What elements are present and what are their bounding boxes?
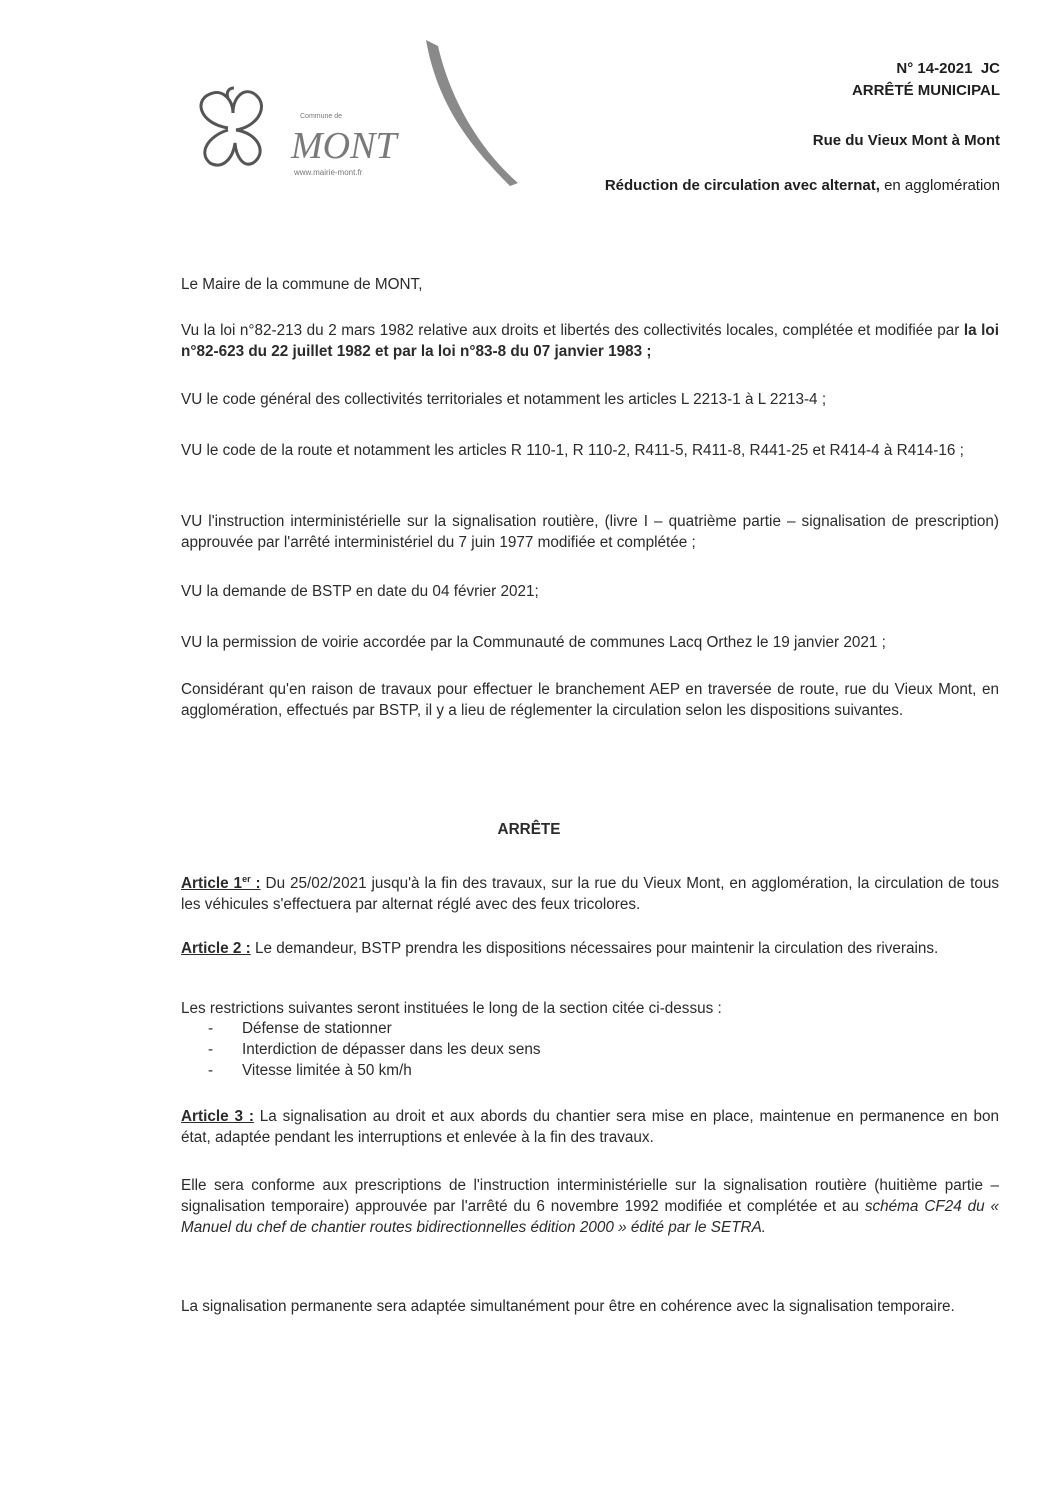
article-3 [181, 1106, 999, 1148]
article-1-text: Du 25/02/2021 jusqu'à la fin des travaux, sur la rue du Vieux Mont, en agglomération, la circulation de tous les véhicules s'effectuera par alternat réglé avec des feux tricolores. [181, 875, 999, 914]
permanent-signage: La signalisation permanente sera adaptée simultanément pour être en cohérence avec la signalisation temporaire. [181, 1298, 955, 1315]
article-1 [181, 869, 999, 915]
article-2-text: Le demandeur, BSTP prendra les dispositions nécessaires pour maintenir la circulation des riverains. [250, 940, 939, 957]
logo-swoosh [426, 40, 518, 186]
subject-line [605, 177, 1000, 194]
logo-name: MONT [291, 125, 397, 167]
document-type: ARRÊTÉ MUNICIPAL [851, 82, 1000, 99]
article-2 [181, 938, 999, 959]
conformity-italic: schéma CF24 du « Manuel du chef de chantier routes bidirectionnelles édition 2000 » édité par le SETRA. [181, 1198, 999, 1236]
article-3-label: Article 3 : [181, 1108, 254, 1125]
logo-small-text: Commune de [300, 113, 343, 120]
vu-law-text: Vu la loi n°82-213 du 2 mars 1982 relative aux droits et libertés des collectivités locales, complétée et modifiée par [181, 322, 964, 339]
considerant: Considérant qu'en raison de travaux pour effectuer le branchement AEP en traversée de route, rue du Vieux Mont, en agglomération, effectués par BSTP, il y a lieu de réglementer la circulation selon les dispositions suivantes. [181, 681, 999, 719]
vu-cgct: VU le code général des collectivités territoriales et notamment les articles L 2213-1 à L 2213-4 ; [181, 391, 827, 408]
reference-initials: JC [980, 60, 1000, 77]
conformity-text: Elle sera conforme aux prescriptions de l'instruction interministérielle sur la signalisation routière (huitième partie – signalisation temporaire) approuvée par l'arrêté du 6 novembre 1992 modifiée et complétée et au [181, 1177, 999, 1215]
reference-line [896, 60, 1000, 77]
subject-rest: en agglomération [879, 177, 1000, 194]
list-item: - Interdiction de dépasser dans les deux sens [208, 1041, 541, 1058]
commune-logo [188, 38, 528, 198]
conformity-paragraph [181, 1175, 999, 1238]
vu-demande: VU la demande de BSTP en date du 04 février 2021; [181, 583, 539, 600]
article-3-text: La signalisation au droit et aux abords du chantier sera mise en place, maintenue en permanence en bon état, adaptée pendant les interruptions et enlevée à la fin des travaux. [181, 1108, 999, 1146]
vu-law-bold: la loi n°82-623 du 22 juillet 1982 et par la loi n°83-8 du 07 janvier 1983 ; [181, 322, 999, 360]
list-item: - Vitesse limitée à 50 km/h [208, 1062, 412, 1079]
vu-law-82-213 [181, 320, 999, 362]
list-item: - Défense de stationner [208, 1020, 392, 1037]
logo-url: www.mairie-mont.fr [294, 168, 363, 177]
vu-permission: VU la permission de voirie accordée par la Communauté de communes Lacq Orthez le 19 janvier 2021 ; [181, 634, 886, 651]
mayor-line: Le Maire de la commune de MONT, [181, 276, 423, 293]
location-title: Rue du Vieux Mont à Mont [812, 132, 1000, 149]
restrictions-list [208, 1018, 540, 1081]
subject-bold: Réduction de circulation avec alternat, [604, 177, 880, 194]
vu-instruction: VU l'instruction interministérielle sur la signalisation routière, (livre I – quatrième partie – signalisation de prescription) approuvée par l'arrêté interministériel du 7 juin 1977 modifiée et complétée ; [181, 513, 999, 551]
vu-code-route: VU le code de la route et notamment les articles R 110-1, R 110-2, R411-5, R411-8, R441-25 et R414-4 à R414-16 ; [181, 442, 964, 459]
arrete-heading: ARRÊTE [497, 821, 561, 838]
reference-number: N° 14-2021 [896, 60, 973, 77]
article-1-label: Article 1er : [181, 874, 261, 893]
article-2-label: Article 2 : [181, 940, 251, 957]
restrictions-intro: Les restrictions suivantes seront instituées le long de la section citée ci-dessus : [181, 1000, 722, 1017]
clover-icon [201, 88, 261, 165]
